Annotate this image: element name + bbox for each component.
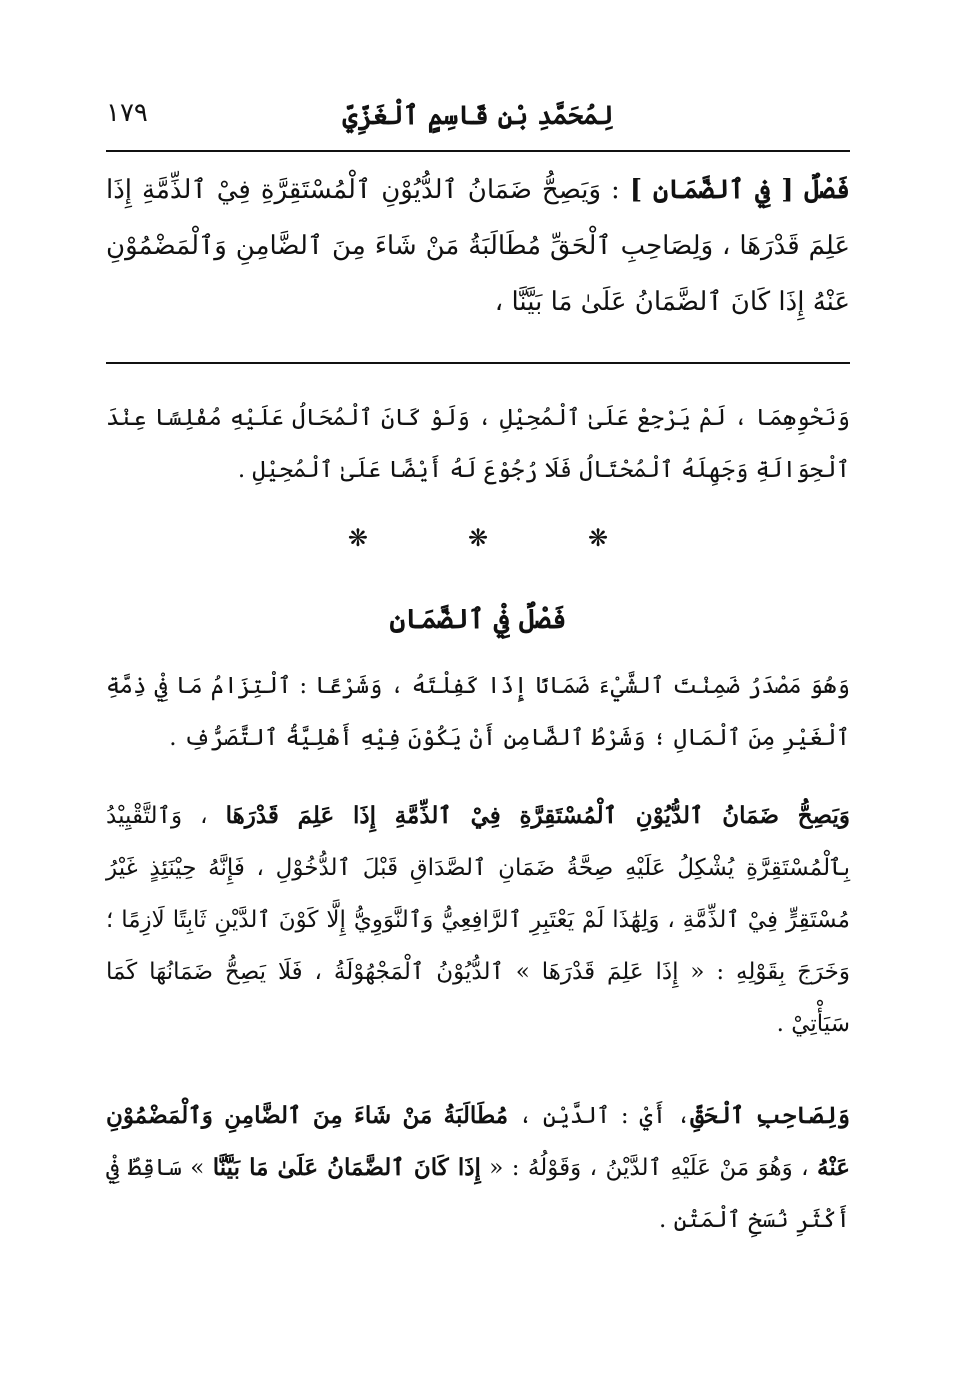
page-header <box>106 90 850 142</box>
matn-quote: وَلِصَاحِبِ ٱلْحَقِّ <box>690 1102 851 1129</box>
footnote-rule <box>106 362 850 364</box>
matn-heading: فَصْلٌ [ فِي ٱلضَّمَانِ ] <box>629 175 850 205</box>
paragraph-text: ، أَيْ : ٱلدَّيْنِ ، <box>508 1103 691 1129</box>
section-heading: فَصْلٌ فِيْ ٱلضَّمَانِ <box>389 604 567 635</box>
commentary-paragraph-3 <box>106 1090 850 1246</box>
section-divider-stars <box>106 524 850 552</box>
star-ornament: ❋ <box>588 524 609 552</box>
paragraph-text: وَهُوَ مَصْدَرُ ضَمِنْتَ ٱلشَّيْءَ ضَمَانًا إِذَا كَفِلْتَهُ ، وَشَرْعًا : ٱلْتِزَامُ مَا فِيْ ذِمَّةِ ٱلْغَيْرِ مِنَ ٱلْمَالِ ؛ وَشَرْطُ ٱلضَّامِنِ أَنْ يَكُوْنَ فِيْهِ أَهْلِيَّةُ ٱلتَّصَرُّفِ . <box>106 673 850 751</box>
matn-separator: : <box>601 175 630 205</box>
paragraph-text: » سَاقِطٌ فِيْ أَكْثَرِ نُسَخِ ٱلْمَتْنِ . <box>106 1155 850 1233</box>
matn-quote: وَيَصِحُّ ضَمَانُ ٱلدُّيُوْنِ ٱلْمُسْتَقِرَّةِ فِيْ ٱلذِّمَّةِ إِذَا عَلِمَ قَدْرَهَا <box>225 802 850 829</box>
footnote-paragraph: وَنَحْوِهِمَا ، لَمْ يَرْجِعْ عَلَىٰ ٱلْمُحِيْلِ ، وَلَوْ كَانَ ٱلْمُحَالُ عَلَيْهِ مُفْلِسًا عِنْدَ ٱلْحِوَالَةِ وَجَهِلَهُ ٱلْمُحْتَالُ فَلَا رُجُوْعَ لَهُ أَيْضًا عَلَىٰ ٱلْمُحِيْلِ . <box>106 405 850 483</box>
matn-quote: إِذَا كَانَ ٱلضَّمَانُ عَلَىٰ مَا بَيَّنَّا <box>212 1154 481 1181</box>
matn-quote: مُطَالَبَةُ مَنْ شَاءَ مِنَ ٱلضَّامِنِ وَٱلْمَضْمُوْنِ عَنْهُ <box>106 1102 851 1181</box>
running-title: لِمُحَمَّدِ بْنِ قَاسِمٍ ٱلْغَزِّيِّ <box>342 101 614 131</box>
paragraph-text: ، وَٱلتَّقْيِيْدُ بِٱلْمُسْتَقِرَّةِ يُشْكِلُ عَلَيْهِ صِحَّةُ ضَمَانِ ٱلصَّدَاقِ قَبْلَ ٱلدُّخُوْلِ ، فَإِنَّهُ حِيْنَئِذٍ غَيْرُ مُسْتَقِرٍّ فِيْ ٱلذِّمَّةِ ، وَلِهَٰذَا لَمْ يَعْتَبِرِ ٱلرَّافِعِيُّ وَٱلنَّوَوِيُّ إِلَّا كَوْنَ ٱلدَّيْنِ ثَابِتًا لَازِمًا ؛ وَخَرَجَ بِقَوْلِهِ : « إِذَا عَلِمَ قَدْرَهَا » ٱلدُّيُوْنُ ٱلْمَجْهُوْلَةُ ، فَلَا يَصِحُّ ضَمَانُهَا كَمَا سَيَأْتِيْ . <box>106 803 850 1037</box>
matn-text <box>106 162 850 330</box>
paragraph-text: ، وَهُوَ مَنْ عَلَيْهِ ٱلدَّيْنُ ، وَقَوْلُهُ : « <box>480 1155 818 1181</box>
star-ornament: ❋ <box>347 524 368 552</box>
commentary-paragraph-1 <box>106 660 850 764</box>
header-rule <box>106 150 850 152</box>
page-number: ١٧٩ <box>106 98 148 128</box>
commentary-paragraph-2 <box>106 790 850 1050</box>
matn-body: وَيَصِحُّ ضَمَانُ ٱلدُّيُوْنِ ٱلْمُسْتَقِرَّةِ فِيْ ٱلذِّمَّةِ إِذَا عَلِمَ قَدْرَهَا ، وَلِصَاحِبِ ٱلْحَقِّ مُطَالَبَةُ مَنْ شَاءَ مِنَ ٱلضَّامِنِ وَٱلْمَضْمُوْنِ عَنْهُ إِذَا كَانَ ٱلضَّمَانُ عَلَىٰ مَا بَيَّنَّا ، <box>106 175 850 317</box>
star-ornament: ❋ <box>467 524 489 552</box>
footnote-text <box>106 392 850 496</box>
